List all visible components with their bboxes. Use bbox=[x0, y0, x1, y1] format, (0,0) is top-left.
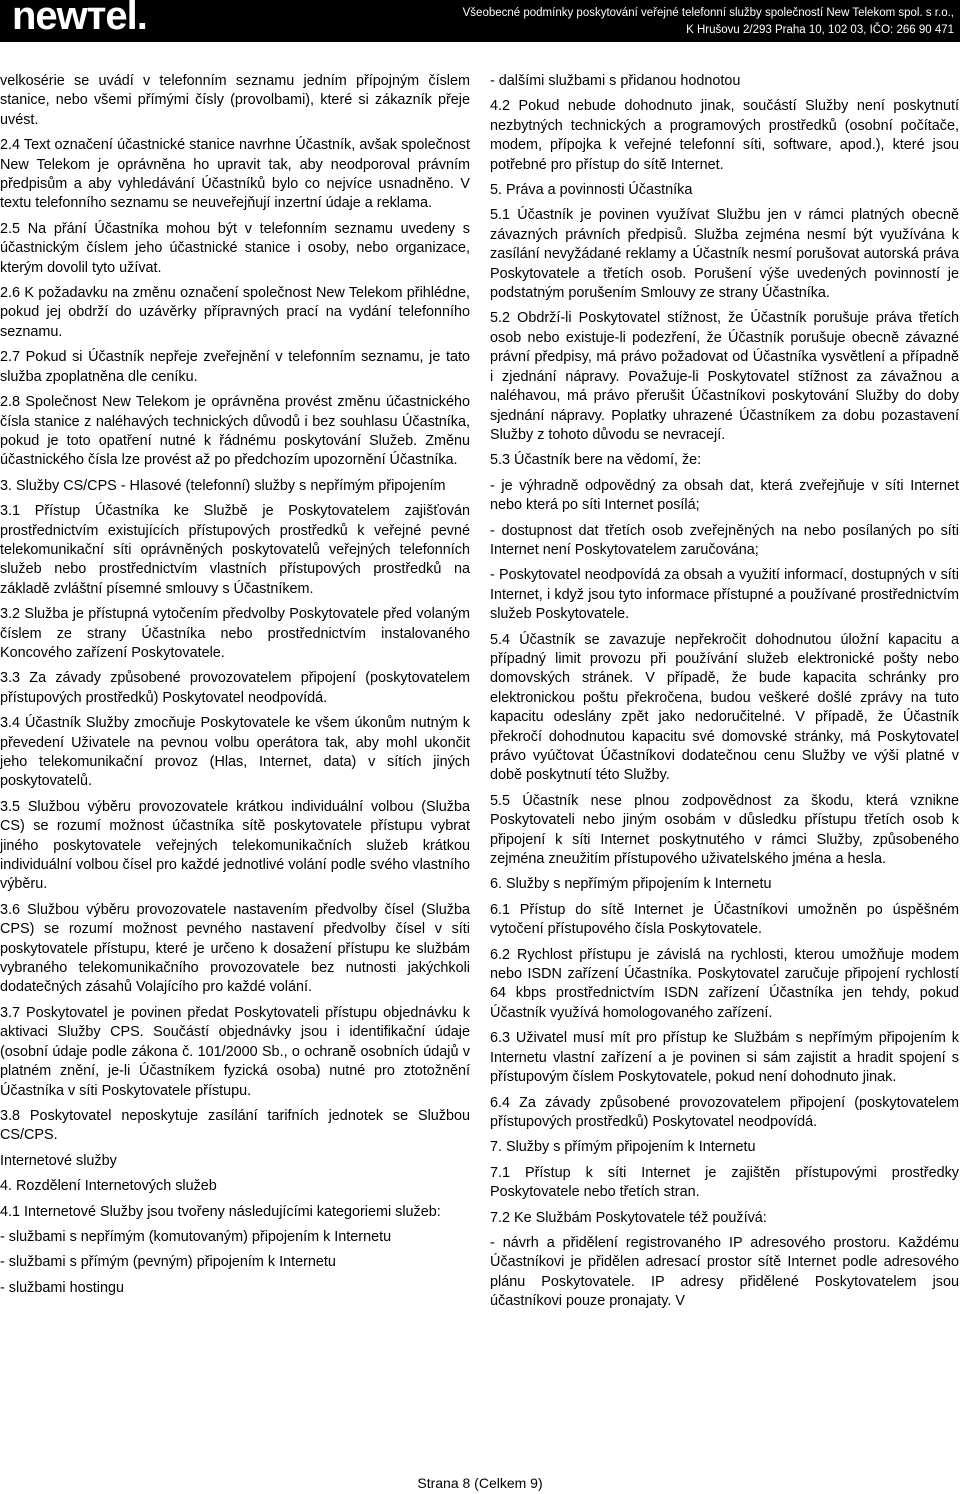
paragraph: 3. Služby CS/CPS - Hlasové (telefonní) služby s nepřímým připojením bbox=[0, 477, 446, 494]
paragraph: - návrh a přidělení registrovaného IP adresového prostoru. Každému Účastníkovi je přidělen adresací prostor sítě Internet podle adresového plánu Poskytovatele. IP adresy přidělené Poskytovatelem jsou účastníkovi pouze pronajaty. V bbox=[490, 1234, 959, 1310]
paragraph: 3.4 Účastník Služby zmocňuje Poskytovatele ke všem úkonům nutným k převedení Uživatele na pevnou volbu operátora tak, aby mohl ukončit jeho telekomunikační provoz (Hlas, Internet, data) v sítích jiných poskytovatelů. bbox=[0, 715, 470, 790]
paragraph: 6. Služby s nepřímým připojením k Internetu bbox=[490, 876, 772, 893]
paragraph: - je výhradně odpovědný za obsah dat, která zveřejňuje v síti Internet nebo která po síti Internet posílá; bbox=[490, 477, 959, 514]
paragraph: Internetové služby bbox=[0, 1152, 117, 1169]
paragraph: 2.4 Text označení účastnické stanice navrhne Účastník, avšak společnost New Telekom je oprávněna ho upravit tak, aby neodporoval právním předpisům a aby vyhledávání Účastníků bylo co nejvíce usnadněno. V textu telefonního seznamu se neuveřejňují inzertní údaje a reklama. bbox=[0, 137, 470, 212]
header-company-info bbox=[463, 5, 954, 39]
paragraph: velkosérie se uvádí v telefonním seznamu jedním přípojným číslem stanice, nebo všemi přímými čísly (provolbami), které si zákazník přeje uvést. bbox=[0, 73, 470, 128]
paragraph: 7. Služby s přímým připojením k Internetu bbox=[490, 1139, 756, 1156]
left-column bbox=[0, 72, 470, 1304]
right-column bbox=[490, 72, 959, 1318]
paragraph: 5.1 Účastník je povinen využívat Službu jen v rámci platných obecně závazných právních předpisů. Služba zejména nesmí být využívána k zasílání nevyžádané reklamy a Účastník nesmí porušovat autorská práva Poskytovatele a třetích osob. Porušení výše uvedených povinností je podstatným porušením Smlouvy ze strany Účastníka. bbox=[490, 207, 959, 302]
paragraph: 2.6 K požadavku na změnu označení společnost New Telekom přihlédne, pokud jej obdrží do uzávěrky přípravných prací na vydání telefonního seznamu. bbox=[0, 285, 470, 340]
paragraph: 5.4 Účastník se zavazuje nepřekročit dohodnutou úložní kapacitu a případný limit provozu při používání služeb elektronické pošty nebo domovských stránek. V případě, že bude kapacita schránky pro elektronickou poštu překročena, budou veškeré došlé zprávy na tuto kapacitu odeslány zpět jako nedoručitelné. V případě, že Účastník překročí dohodnutou kapacitu své domovské stránky, má Poskytovatel právo vyúčtovat Účastníkovi dodatečnou cenu Služby ve výši platné v době poskytnutí této Služby. bbox=[490, 631, 959, 784]
paragraph: 2.5 Na přání Účastníka mohou být v telefonním seznamu uvedeny s účastnickým číslem jeho účastnické stanice i osoby, nebo organizace, kterým dovolil tyto užívat. bbox=[0, 220, 470, 276]
paragraph: 4. Rozdělení Internetových služeb bbox=[0, 1178, 217, 1195]
page-number: Strana 8 (Celkem 9) bbox=[417, 1475, 543, 1491]
paragraph: - dostupnost dat třetích osob zveřejněných na nebo posílaných po síti Internet není Poskytovatelem zaručována; bbox=[490, 522, 959, 558]
header-terms-title: Všeobecné podmínky poskytování veřejné telefonní služby společností New Telekom spol. s r.o., bbox=[462, 7, 954, 19]
paragraph: 3.2 Služba je přístupná vytočením předvolby Poskytovatele před volaným číslem ze strany Účastníka nebo prostřednictvím instalovaného Koncového zařízení Poskytovatele. bbox=[0, 606, 470, 661]
paragraph: - službami s přímým (pevným) připojením k Internetu bbox=[0, 1254, 336, 1271]
header-address: K Hrušovu 2/293 Praha 10, 102 03, IČO: 266 90 471 bbox=[686, 24, 954, 36]
paragraph: 3.1 Přístup Účastníka ke Službě je Poskytovatelem zajišťován prostřednictvím existujících přístupových prostředků k veřejné pevné telekomunikační síti oprávněných poskytovatelů veřejných telefonních služeb nebo prostřednictvím vlastních přístupových prostředků na základě zvláštní písemné smlouvy s Účastníkem. bbox=[0, 503, 470, 597]
page-header bbox=[0, 0, 960, 42]
paragraph: - službami hostingu bbox=[0, 1279, 124, 1296]
paragraph: 4.2 Pokud nebude dohodnuto jinak, součástí Služby není poskytnutí nezbytných technických a programových prostředků (osobní počítače, modem, přípojka k veřejné telefonní síti, software, apod.), které jsou potřebné pro přístup do sítě Internet. bbox=[490, 98, 959, 173]
paragraph: 2.7 Pokud si Účastník nepřeje zveřejnění v telefonním seznamu, je tato služba zpoplatněna dle ceníku. bbox=[0, 349, 470, 385]
paragraph: 7.2 Ke Službám Poskytovatele též používá: bbox=[490, 1209, 767, 1226]
paragraph: 6.2 Rychlost přístupu je závislá na rychlosti, kterou umožňuje modem nebo ISDN zařízení Účastníka. Poskytovatel zaručuje připojení rychlostí 64 kbps prostřednictvím ISDN zařízení Účastníka jen tehdy, pokud Účastník využívá homologovaného zařízení. bbox=[490, 946, 959, 1021]
paragraph: 5.2 Obdrží-li Poskytovatel stížnost, že Účastník porušuje práva třetích osob nebo existuje-li podezření, že Účastník porušuje obecně závazné právní předpisy, má právo požadovat od Účastníka vysvětlení a případně i zjednání nápravy. Považuje-li Poskytovatel stížnost za závažnou a naléhavou, má právo přerušit Účastníkovi poskytování Služby do doby sjednání nápravy. Poplatky uhrazené Účastníkem za dobu pozastavení Služby z tohoto důvodu se nevracejí. bbox=[490, 310, 959, 443]
newtel-logo: newтel. bbox=[12, 0, 147, 38]
paragraph: 2.8 Společnost New Telekom je oprávněna provést změnu účastnického čísla stanice z naléhavých technických důvodů i bez souhlasu Účastníka, pokud je toto opatření nutné k řádnému poskytování Služeb. Změnu účastnického čísla lze provést až po předchozím upozornění Účastníka. bbox=[0, 394, 470, 469]
paragraph: 4.1 Internetové Služby jsou tvořeny následujícími kategoriemi služeb: bbox=[0, 1203, 441, 1220]
paragraph: 3.6 Službou výběru provozovatele nastavením předvolby čísel (Služba CPS) se rozumí možnost pevného nastavení předvolby čísel v síti poskytovatele přístupu, které je určeno k dosažení přístupu ke službám vybraného telekomunikačního provozovatele bez nutnosti jakýchkoli dodatečných zásahů Volajícího pro každé volání. bbox=[0, 901, 470, 996]
paragraph: - dalšími službami s přidanou hodnotou bbox=[490, 73, 741, 89]
paragraph: 6.4 Za závady způsobené provozovatelem připojení (poskytovatelem přístupových prostředků) Poskytovatel neodpovídá. bbox=[490, 1094, 959, 1130]
paragraph: 5. Práva a povinnosti Účastníka bbox=[490, 182, 693, 199]
paragraph: 5.5 Účastník nese plnou zodpovědnost za škodu, která vznikne Poskytovateli nebo jiným osobám v důsledku přístupu třetích osob k připojení k síti Internet poskytnutého v rámci Služby, způsobeného zejména zneužitím přístupového uživatelského jména a hesla. bbox=[490, 792, 959, 868]
paragraph: 6.1 Přístup do sítě Internet je Účastníkovi umožněn po úspěšném vytočení přístupového čísla Poskytovatele. bbox=[490, 901, 959, 938]
paragraph: 6.3 Uživatel musí mít pro přístup ke Službám s nepřímým připojením k Internetu vlastní zařízení a je povinen si sám zajistit a hradit spojení s přístupovým číslem Poskytovatele, pokud není dohodnuto jinak. bbox=[490, 1030, 959, 1086]
paragraph: 5.3 Účastník bere na vědomí, že: bbox=[490, 452, 702, 469]
paragraph: 3.8 Poskytovatel neposkytuje zasílání tarifních jednotek se Službou CS/CPS. bbox=[0, 1107, 470, 1144]
paragraph: - Poskytovatel neodpovídá za obsah a využití informací, dostupných v síti Internet, i když jsou tyto informace přístupné a používané prostřednictvím služeb Poskytovatele. bbox=[490, 567, 959, 623]
paragraph: 3.7 Poskytovatel je povinen předat Poskytovateli přístupu objednávku k aktivaci Služby CPS. Součástí objednávky jsou i identifikační údaje (osobní údaje podle zákona č. 101/2000 Sb., o ochraně osobních údajů v platném znění, je-li Účastníkem fyzická osoba) nutné pro ztotožnění Účastníka v síti Poskytovatele přístupu. bbox=[0, 1004, 470, 1099]
paragraph: 3.5 Službou výběru provozovatele krátkou individuální volbou (Služba CS) se rozumí možnost účastníka sítě poskytovatele přístupu vybrat jiného poskytovatele veřejných telekomunikačních služeb krátkou individuální volbou čísel pro každé jednotlivé volání podle svého vlastního výběru. bbox=[0, 798, 470, 893]
paragraph: 3.3 Za závady způsobené provozovatelem připojení (poskytovatelem přístupových prostředků) Poskytovatel neodpovídá. bbox=[0, 670, 470, 706]
paragraph: - službami s nepřímým (komutovaným) připojením k Internetu bbox=[0, 1228, 392, 1245]
paragraph: 7.1 Přístup k síti Internet je zajištěn přístupovými prostředky Poskytovatele nebo třetích stran. bbox=[490, 1164, 959, 1201]
